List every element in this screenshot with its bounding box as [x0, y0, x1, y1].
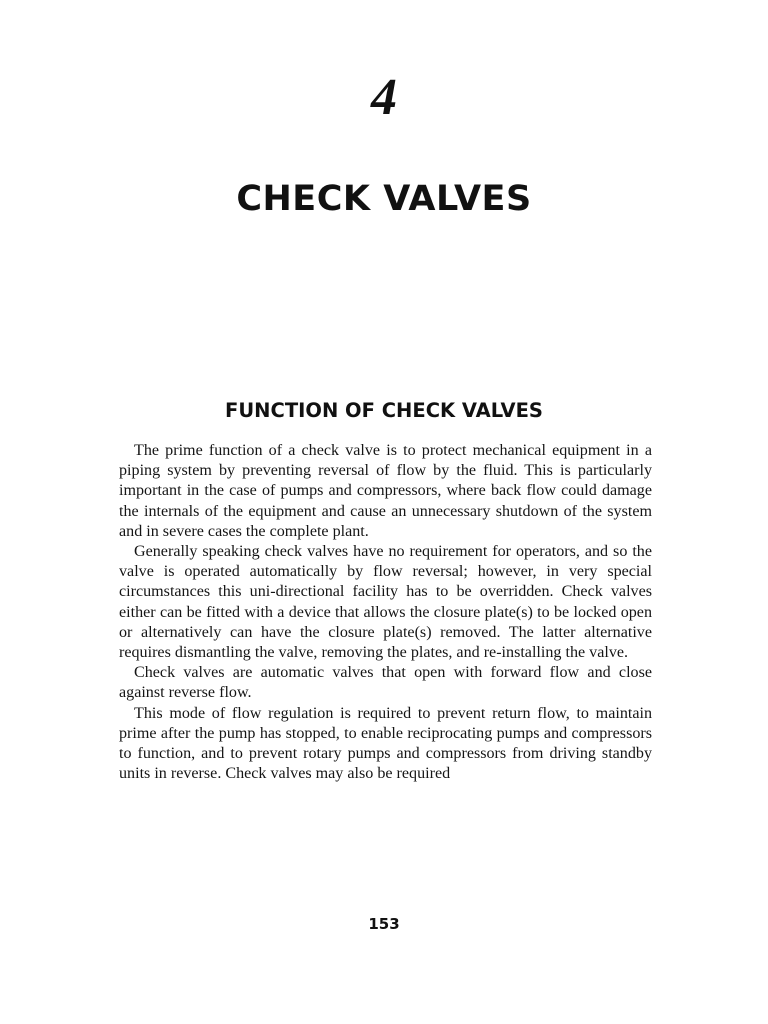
chapter-number: 4: [371, 69, 397, 126]
page-number: 153: [368, 915, 400, 933]
chapter-title: CHECK VALVES: [236, 179, 532, 219]
paragraph-automatic-valves: Check valves are automatic valves that open with forward flow and close against reverse flow.: [119, 664, 652, 702]
section-heading: FUNCTION OF CHECK VALVES: [225, 399, 543, 422]
paragraph-prime-function: The prime function of a check valve is to protect mechanical equipment in a piping system by preventing reversal of flow by the fluid. This is particularly important in the case of pumps and compressors, where back flow could damage the internals of the equipment and cause an unnecessary shutdown of the system and in severe cases the complete plant.: [119, 442, 652, 540]
body-text: [119, 441, 652, 784]
paragraph-flow-regulation: This mode of flow regulation is required to prevent return flow, to maintain prime after the pump has stopped, to enable reciprocating pumps and compressors to function, and to prevent rotary pumps and compressors from driving standby units in reverse. Check valves may also be required: [119, 704, 652, 783]
paragraph-operators: Generally speaking check valves have no requirement for operators, and so the valve is operated automatically by flow reversal; however, in very special circumstances this uni-directional facility has to be overridden. Check valves either can be fitted with a device that allows the closure plate(s) to be locked open or alternatively can have the closure plate(s) removed. The latter alternative requires dismantling the valve, removing the plates, and re-installing the valve.: [119, 543, 652, 662]
